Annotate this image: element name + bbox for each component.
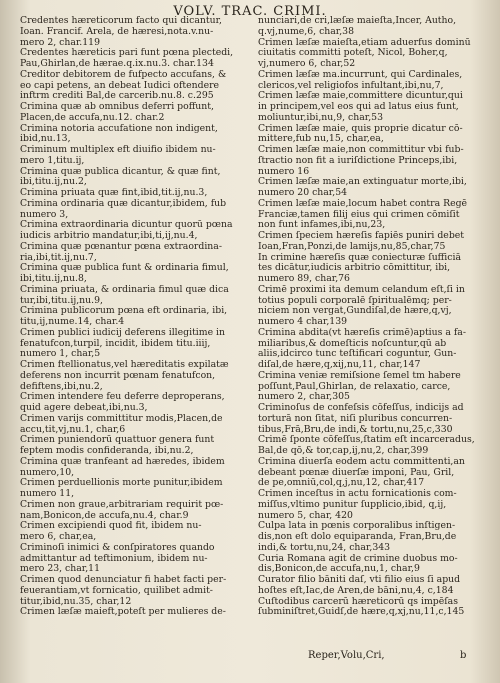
index-line: Crimina priuata quæ fint,ibid,tit.ij,nu.3,: [20, 188, 208, 198]
index-line: totius populi corporalē ſpiritualēmq; per-: [258, 295, 452, 306]
index-line: accu,tit,vj,nu.1, char,6: [20, 424, 126, 435]
index-line: Criminoſus de confeſsis cōfeſſus, indicijs ad: [258, 403, 464, 413]
left-column: [20, 16, 254, 618]
index-line: miliaribus,& domeſticis noſcuntur,qū ab: [258, 338, 447, 349]
index-line: defiftens,ibi,nu.2,: [20, 381, 103, 392]
index-line: dis,Bonicon,de accufa,nu,1, char,9: [258, 564, 420, 575]
index-line: Criminoſi inimici & conſpiratores quando: [20, 542, 215, 553]
index-line: mero 1,titu.ij,: [20, 155, 85, 166]
index-line: In crimine hæreſis quæ coniecturæ ſufficiā: [258, 252, 461, 263]
index-line: Crimē proximi ita demum celandum eſt,ſi in: [258, 284, 465, 295]
footer-catchword: Reper,Volu,Cri,: [308, 650, 385, 661]
index-line: Crimen excipiendi quod fit, ibidem nu-: [20, 521, 202, 532]
index-line: Crimina abdita(vt hæreſis crimē)aptius a fa-: [258, 327, 466, 338]
index-line: Crimina quæ tranfeant ad hæredes, ibidem: [20, 456, 225, 467]
index-line: numero 1, char,5: [20, 349, 101, 360]
index-line: in principem,vel eos qui ad latus eius funt,: [258, 102, 459, 112]
index-line: q.vj,nume,6, char,38: [258, 26, 355, 37]
index-line: Crimen ſpeciem hæreſis fapiēs puniri debet: [258, 231, 465, 241]
index-line: Crimina notoria accufatione non indigent,: [20, 123, 218, 134]
index-line: Crimina extraordinaria dicuntur quorū pœna: [20, 220, 233, 231]
index-line: Culpa lata in pœnis corporalibus inſtigen-: [258, 521, 456, 532]
index-line: indi,& tortu,nu,24, char,343: [258, 542, 391, 553]
index-line: numero 16: [258, 166, 310, 177]
index-line: numero 2, char,305: [258, 392, 350, 403]
index-line: Credentes hæreticorum facto qui dicantur,: [20, 16, 222, 26]
index-line: Crimen læſæ maieſta,etiam aduerfus dominū: [258, 37, 471, 48]
index-line: mero 6, char,ea,: [20, 532, 97, 542]
index-line: Curator filio bāniti daſ, vti filio eius ſi apud: [258, 575, 461, 585]
index-line: Bal,de qō,& tor,cap,ij,nu,2, char,399: [258, 446, 429, 456]
index-line: Crimina diuerſa eodem actu committenti,an: [258, 456, 465, 467]
index-line: Curia Romana agit de crimine duobus mo-: [258, 553, 458, 564]
index-line: Crimē ſponte cōfeſſus,ſtatim eſt incarceradus,: [258, 435, 475, 446]
index-line: aliis,idcirco tunc teſtificari coguntur, Gun-: [258, 349, 457, 360]
right-column: [258, 16, 483, 618]
index-line: quid agere debeat,ibi,nu.3,: [20, 403, 148, 413]
index-line: nam,Bonicon,de accufa,nu.4, char.9: [20, 510, 189, 521]
index-line: Crimina quæ publica funt & ordinaria fimul,: [20, 263, 229, 274]
running-head: VOLV. TRAC. CRIMI.: [173, 4, 327, 19]
index-line: Crimen quod denunciatur fi habet facti per-: [20, 575, 227, 585]
index-line: eo capi petens, an debeat Iudici oftendere: [20, 80, 220, 91]
index-line: Crimen læſæ maie,committere dicuntur,qui: [258, 91, 463, 102]
index-line: Crimen publici iudicij deferens illegitime in: [20, 327, 226, 338]
index-line: admittantur ad teftimonium, ibidem nu-: [20, 553, 208, 564]
index-line: de pe,omniū,col,q,j,nu,12, char,417: [258, 478, 425, 489]
index-line: vj,numero 6, char,52: [258, 59, 356, 69]
index-line: tur,ibi,titu.ij,nu.9,: [20, 295, 103, 306]
index-line: hoſtes eſt,Iac,de Aren,de bāni,nu,4, c,184: [258, 585, 454, 596]
index-line: Crimina priuata, & ordinaria fimul quæ dica: [20, 284, 229, 295]
index-line: Crimina quæ ab omnibus deferri poffunt,: [20, 102, 214, 112]
index-line: ſubminiſtret,Guidſ,de hære,q,xj,nu,11,c,145: [258, 607, 465, 618]
index-line: diſal,de hære,q,xij,nu,11, char,147: [258, 360, 421, 370]
index-line: Crimen læſæ maie,locum habet contra Regē: [258, 198, 468, 209]
index-line: Creditor debitorem de fufpecto accufans, &: [20, 69, 227, 80]
index-line: Crimen læſæ maie,an extinguatur morte,ibi,: [258, 177, 467, 188]
index-line: ria,ibi,tit.ij,nu.7,: [20, 252, 97, 263]
index-line: miſſus,vltimo punitur ſupplicio,ibid, q,ij,: [258, 499, 447, 510]
index-line: Crimen læſæ maie, quis proprie dicatur cō-: [258, 123, 463, 134]
index-line: Crimen inceſtus in actu fornicationis com-: [258, 489, 457, 499]
index-line: Crimen læſæ ma.incurrunt, qui Cardinales,: [258, 69, 463, 80]
index-line: Crimen intendere feu deferre deproperans,: [20, 392, 225, 403]
index-line: Credentes hæreticis pari funt pœna plectedi,: [20, 48, 234, 59]
index-line: Criminum multiplex eft diuifio ibidem nu-: [20, 145, 216, 155]
index-line: mero 23, char,11: [20, 564, 100, 575]
index-line: Cuſtodibus carcerū hæreticorū qs impēſas: [258, 596, 459, 607]
index-line: deferens non incurrit pœnam fenatufcon,: [20, 370, 216, 381]
index-line: titur,ibid,nu.35, char,12: [20, 596, 132, 607]
index-line: mittere,fub nu,15, char,ea,: [258, 134, 384, 145]
index-line: titu,ij,nume.14, char.4: [20, 317, 125, 327]
index-line: fenatufcon,turpil, incidit, ibidem titu.iiij,: [20, 338, 211, 349]
index-line: torturā non ſitat, niſi pluribus concurren-: [258, 413, 453, 424]
index-line: niciem non vergat,Gundiſal,de hære,q,vj,: [258, 306, 452, 317]
index-line: Placen,de accufa,nu.12. char.2: [20, 112, 165, 123]
index-line: debeant pœnæ diuerſæ imponi, Pau, Gril,: [258, 467, 455, 478]
index-line: Crimen læſæ maieft,poteſt per mulieres de-: [20, 607, 226, 618]
index-line: numero 5, char, 420: [258, 510, 353, 521]
index-line: feptem modis confideranda, ibi,nu.2,: [20, 446, 194, 456]
index-line: dis,non eſt dolo equiparanda, Fran,Bru,de: [258, 532, 457, 542]
index-line: Pau,Ghirlan,de hærae.q.ix.nu.3. char.134: [20, 59, 214, 69]
index-line: numero 11,: [20, 489, 75, 499]
index-line: numero 89, char,76: [258, 274, 350, 284]
index-line: numero 20 char,54: [258, 188, 348, 198]
index-line: Crimen puniendorū quattuor genera funt: [20, 435, 215, 446]
index-line: numero 3,: [20, 209, 69, 220]
index-line: Crimen non graue,arbitrariam requirit pœ-: [20, 499, 224, 510]
signature-mark: b: [460, 650, 467, 661]
index-line: Crimen læſæ maie,non committitur vbi fub-: [258, 145, 464, 155]
index-line: inftrm crediti Bal,de carcerib.nu.8. c.295: [20, 91, 214, 102]
index-line: ibi,titu.ij,nu.8,: [20, 274, 87, 284]
index-line: ibi,titu.ij,nu.2,: [20, 177, 87, 188]
index-line: Ioan. Francif. Arela, de hæresi,nota.v.nu-: [20, 26, 214, 37]
index-line: Franciæ,tamen filij eius qui crimen cōmiſit: [258, 209, 460, 220]
index-line: Ioan,Fran,Ponzi,de lamijs,nu,85,char,75: [258, 241, 446, 252]
index-line: nunciari,de cri,læſæ maieſta,Incer, Autho,: [258, 16, 457, 26]
index-line: non funt infames,ibi,nu,23,: [258, 220, 386, 231]
index-line: tibus,Frā,Bru,de indi,& tortu,nu,25,c,330: [258, 424, 453, 435]
index-line: ciuitatis committi poteſt, Nicol, Boher,q,: [258, 48, 448, 59]
index-line: ſtractio non fit a iuriſdictione Princeps,ibi,: [258, 155, 458, 166]
index-line: Crimina quæ pœnantur pœna extraordina-: [20, 241, 222, 252]
index-line: tes dicātur,iudicis arbitrio cōmittitur, ibi,: [258, 263, 451, 274]
index-line: Crimina ordinaria quæ dicantur,ibidem, fub: [20, 198, 227, 209]
index-line: Crimen ftellionatus,vel hæreditatis expilatæ: [20, 360, 229, 370]
index-line: poſſunt,Paul,Ghirlan, de relaxatio, carce,: [258, 381, 451, 392]
index-line: numero 4 char,139: [258, 317, 348, 327]
index-line: clericos,vel religiofos infultant,ibi,nu,7,: [258, 80, 444, 91]
index-line: Crimina publicorum pœna eft ordinaria, ibi,: [20, 306, 228, 317]
index-line: feuerantiam,vt fornicatio, quilibet admit-: [20, 585, 213, 596]
index-line: Crimina quæ publica dicantur, & quæ fint,: [20, 166, 221, 177]
index-line: mero 2, char.119: [20, 37, 100, 48]
index-line: ibid,nu.13,: [20, 134, 71, 145]
index-line: iudicis arbitrio mandatur,ibi,ti,ij,nu.4,: [20, 231, 198, 241]
index-line: moliuntur,ibi,nu,9, char,53: [258, 112, 383, 123]
index-line: Crimen varijs committitur modis,Placen,de: [20, 413, 223, 424]
index-line: Crimen perduellionis morte punitur,ibidem: [20, 478, 223, 489]
index-line: Crimina veniæ remiſsione ſemel tm habere: [258, 370, 461, 381]
index-line: numero,10,: [20, 467, 75, 478]
